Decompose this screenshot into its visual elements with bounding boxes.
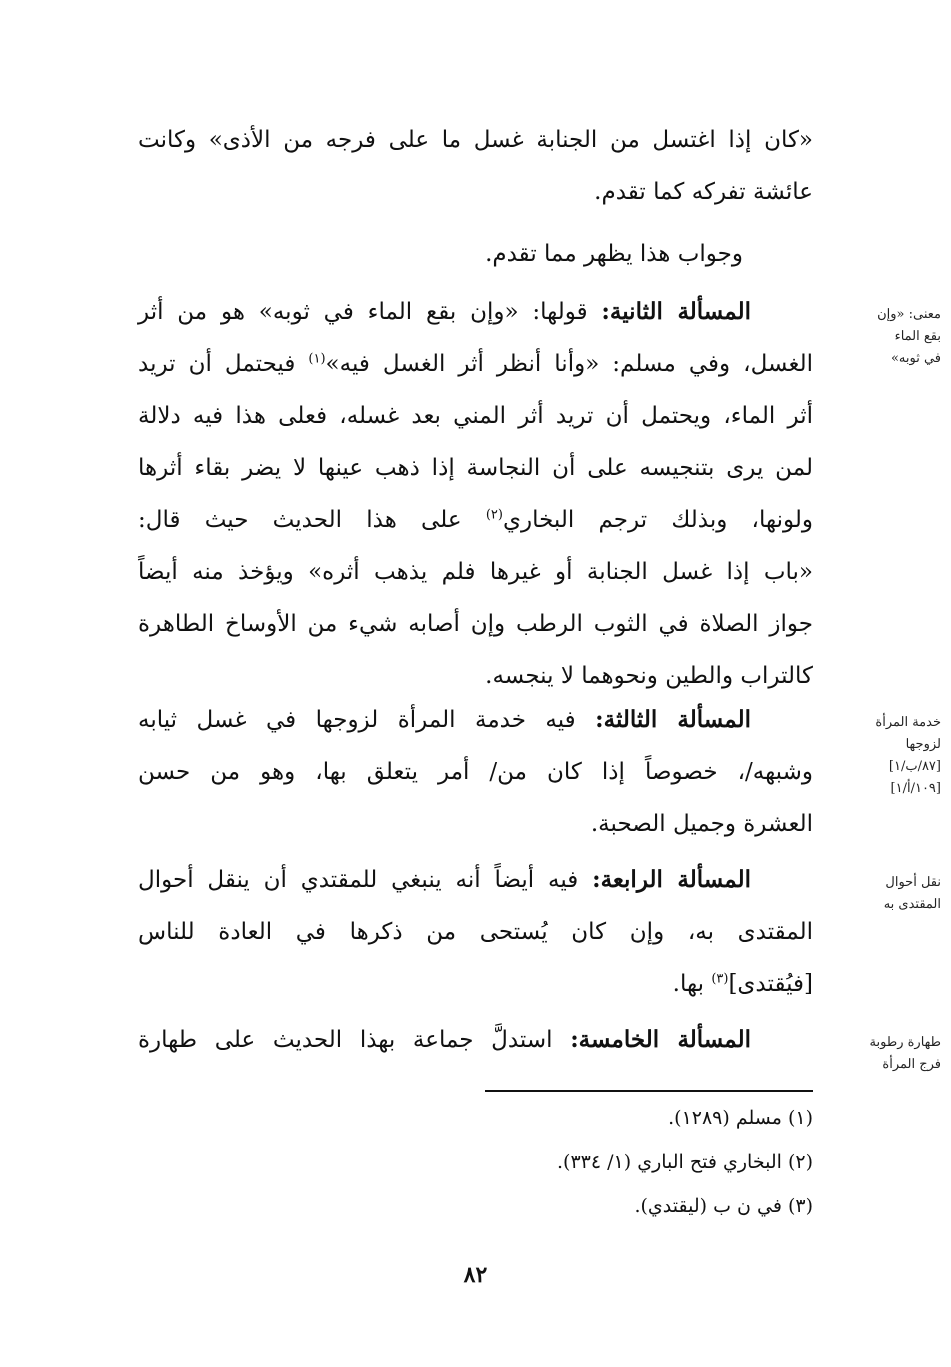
paragraph-answer (138, 228, 813, 280)
text-line: كالتراب والطين ونحوهما لا ينجسه. (485, 663, 813, 689)
masala-heading: المسألة الخامسة: (570, 1026, 751, 1053)
margin-note-line: طهارة رطوبة (869, 1035, 941, 1050)
paragraph-masala-4 (138, 854, 813, 1010)
text-span: ولونها، وبذلك ترجم البخاري (502, 507, 813, 533)
text-line: لمن يرى بتنجيسه على أن النجاسة إذا ذهب عينها لا يضر بقاء أثرها (138, 455, 813, 481)
text-line (138, 958, 813, 1010)
text-line (138, 286, 813, 338)
margin-note-wife-service (831, 712, 941, 800)
text-span: استدلَّ جماعة بهذا الحديث على طهارة (138, 1027, 571, 1053)
footnote-ref-3[interactable]: (٣) (711, 971, 729, 987)
paragraph-masala-3 (138, 694, 813, 850)
margin-note-line: المقتدى به (883, 897, 941, 912)
page-number: ٨٢ (463, 1262, 488, 1288)
text-line: عائشة تفركه كما تقدم. (594, 179, 813, 205)
footnote-ref-1[interactable]: (١) (308, 351, 326, 367)
text-span: على هذا الحديث حيث قال: (138, 507, 486, 533)
margin-note-purity (831, 1032, 941, 1076)
text-line (138, 854, 813, 906)
margin-note-line: نقل أحوال (885, 875, 941, 890)
margin-note-line: بقع الماء (894, 329, 941, 344)
margin-note-line: [٨٧/ب/١] (888, 759, 941, 774)
text-span: الغسل، وفي مسلم: «وأنا أنظر أثر الغسل فيه» (325, 351, 814, 377)
text-line: «كان إذا اغتسل من الجنابة غسل ما على فرجه من الأذى» وكانت (138, 127, 813, 153)
text-line (138, 694, 813, 746)
text-line: وشبهه/، خصوصاً إذا كان من/ أمر يتعلق بها، وهو من حسن (138, 759, 813, 785)
paragraph-masala-2 (138, 286, 813, 702)
footnote: (١) مسلم (١٢٨٩). (668, 1107, 813, 1129)
paragraph-intro (138, 114, 813, 218)
paragraph-masala-5 (138, 1014, 813, 1066)
footnote: (٢) البخاري فتح الباري (١/ ٣٣٤). (557, 1151, 813, 1173)
masala-heading: المسألة الثانية: (601, 298, 752, 325)
footnote: (٣) في ن ب (ليقتدي). (634, 1195, 813, 1217)
margin-note-line: في ثوبه» (890, 351, 941, 366)
text-line: «باب إذا غسل الجنابة أو غيرها فلم يذهب أثره» ويؤخذ منه أيضاً (138, 559, 813, 585)
text-span: بها. (672, 971, 712, 997)
text-span: [فيُقتدى] (728, 971, 813, 997)
margin-note-follower (831, 872, 941, 916)
text-line: جواز الصلاة في الثوب الرطب وإن أصابه شيء من الأوساخ الطاهرة (138, 611, 813, 637)
text-line: العشرة وجميل الصحبة. (590, 811, 813, 837)
margin-note-line: [١٠٩/أ/١] (890, 781, 941, 796)
text-line (138, 494, 813, 546)
text-line: وجواب هذا يظهر مما تقدم. (485, 241, 743, 267)
text-span: قولها: «وإن بقع الماء في ثوبه» هو من أثر (138, 299, 602, 325)
footnotes (138, 1096, 813, 1228)
text-line (138, 338, 813, 390)
footnote-divider (485, 1090, 813, 1092)
margin-note-line: معنى: «وإن (877, 307, 941, 322)
text-span: فيحتمل أن تريد (138, 351, 309, 377)
text-line: المقتدى به، وإن كان يُستحى من ذكرها في العادة للناس (138, 919, 813, 945)
text-span: فيه أيضاً أنه ينبغي للمقتدي أن ينقل أحوال (138, 867, 593, 893)
margin-note-line: خدمة المرأة (875, 715, 941, 730)
margin-note-line: فرج المرأة (882, 1057, 941, 1072)
text-line (138, 1014, 813, 1066)
margin-note-line: لزوجها (905, 737, 941, 752)
footnote-ref-2[interactable]: (٢) (485, 507, 503, 523)
text-line: أثر الماء، ويحتمل أن تريد أثر المني بعد غسله، فعلى هذا فيه دلالة (138, 403, 813, 429)
margin-note-meaning (831, 304, 941, 370)
text-span: فيه خدمة المرأة لزوجها في غسل ثيابه (138, 707, 596, 733)
masala-heading: المسألة الرابعة: (592, 866, 751, 893)
masala-heading: المسألة الثالثة: (595, 706, 751, 733)
